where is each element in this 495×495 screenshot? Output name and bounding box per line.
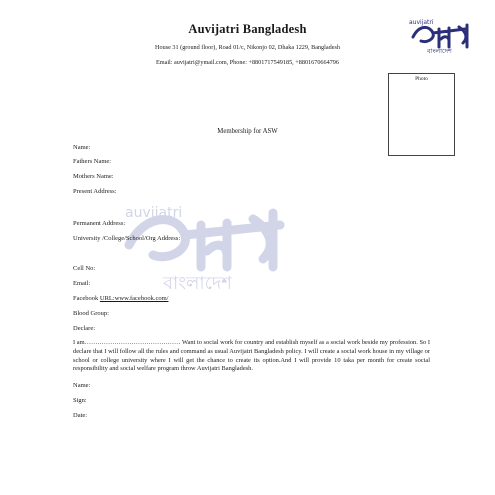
field-permanent-address[interactable]: Permanent Address:: [73, 220, 126, 227]
field-mothers-name[interactable]: Mothers Name:: [73, 173, 114, 180]
field-facebook[interactable]: [73, 295, 168, 302]
signoff-name[interactable]: Name:: [73, 382, 91, 389]
field-fathers-name[interactable]: Fathers Name:: [73, 158, 112, 165]
organization-address: House 31 (ground floor), Road 01/c, Nikonjo 02, Dhaka 1229, Bangladesh: [155, 44, 340, 51]
field-blood-group[interactable]: Blood Group:: [73, 310, 109, 317]
logo-bangla-sub: বাংলাদেশ: [427, 47, 452, 55]
field-present-address[interactable]: Present Address:: [73, 188, 117, 195]
watermark-latin-text: auvijatri: [125, 205, 183, 221]
watermark-bangla-sub: বাংলাদেশ: [163, 273, 232, 294]
field-cell-no[interactable]: Cell No:: [73, 265, 96, 272]
signoff-sign[interactable]: Sign:: [73, 397, 87, 404]
organization-title: Auvijatri Bangladesh: [188, 22, 307, 36]
field-name[interactable]: Name:: [73, 144, 91, 151]
signoff-date[interactable]: Date:: [73, 412, 88, 419]
field-university-address[interactable]: University /College/School/Org Address:: [73, 235, 181, 242]
organization-contact: Email: auvijatri@ymail.com, Phone: +8801717549185, +8801670664796: [156, 59, 339, 66]
form-title: Membership for ASW: [217, 128, 278, 135]
declaration-text: I am……………………………………… Want to social work for country and establish myself as a social work beside my profession. So I declare that I will follow all the rules and command as usual Auvijatri Bangladesh policy. I will create a social work house in my village or school or college university where I will get the chance to create its option.And I will provide 10 taka per month for create social responsibility and social welfare program throw Auvijatri Bangladesh.: [73, 339, 430, 373]
facebook-url[interactable]: URL:www.facebook.com/: [99, 295, 169, 302]
facebook-label: Facebook: [73, 295, 99, 302]
field-email[interactable]: Email:: [73, 280, 91, 287]
auvijatri-logo: [405, 15, 485, 55]
field-declare: Declare:: [73, 325, 96, 332]
photo-box[interactable]: [388, 73, 455, 156]
photo-label: Photo: [415, 76, 428, 82]
logo-latin-text: auvijatri: [409, 19, 434, 26]
